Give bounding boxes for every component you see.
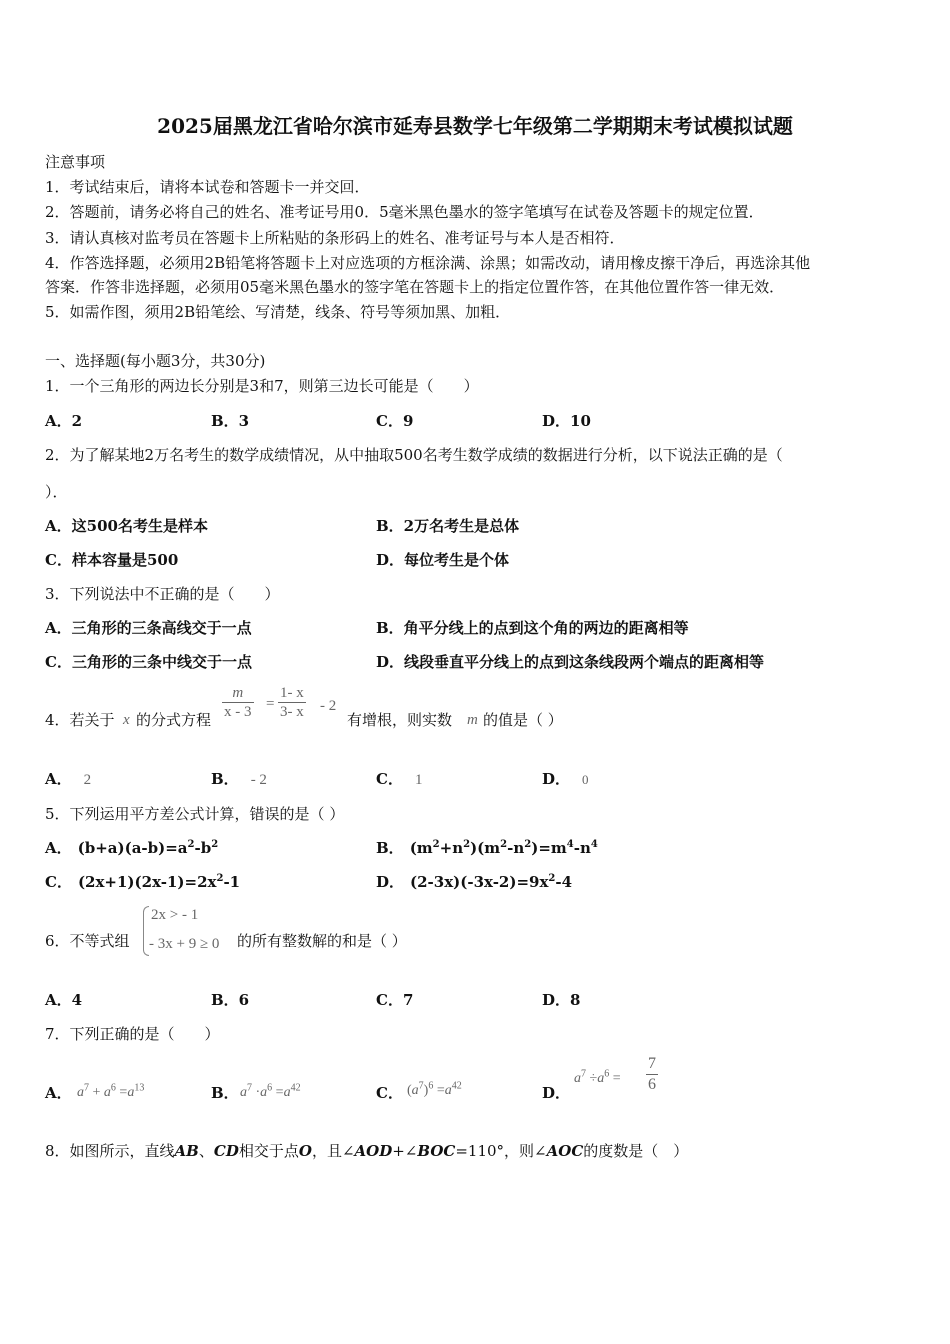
q5-stem: 5．下列运用平方差公式计算，错误的是（ ）	[45, 805, 345, 823]
q4-f1-num: m	[222, 684, 254, 703]
q8-stem: 8．如图所示，直线AB、CD相交于点O，且∠AOD+∠BOC=110°，则∠AOC的度数是（ ）	[45, 1142, 689, 1160]
q1-option-a: A．2	[45, 412, 83, 430]
notice-item-1: 1．考试结束后，请将本试卷和答题卡一并交回．	[45, 178, 370, 196]
q4-var-x: x	[123, 712, 130, 728]
q7-option-b-label: B．	[211, 1084, 239, 1102]
q4-f2-num: 1- x	[280, 685, 304, 701]
q5-option-b: B． $(m^2+n^2)(m^2-n^2)=m^4-n^4$	[376, 839, 598, 857]
q7-option-a-label: A．	[45, 1084, 72, 1102]
q7-option-c-label: C．	[376, 1084, 403, 1102]
q4-mid: 的分式方程	[136, 711, 212, 729]
q4-stem	[45, 710, 115, 730]
q7-option-d-fraction	[646, 1054, 658, 1095]
q3-stem: 3．下列说法中不正确的是（ ）	[45, 585, 280, 603]
q7-d-den: 6	[648, 1076, 656, 1093]
q6-ineq-2: - 3x + 9 ≥ 0	[149, 936, 220, 952]
q4-end: 的值是（ ）	[483, 711, 563, 729]
q7-option-c-expr: $(a^7)^6 =a^{42}$	[407, 1080, 462, 1098]
page-title: 2025届黑龙江省哈尔滨市延寿县数学七年级第二学期期末考试模拟试题	[157, 114, 793, 138]
q4-equals: =	[266, 696, 275, 712]
q6-option-b: B．6	[211, 991, 250, 1009]
q4-option-a: A． 2	[45, 770, 92, 788]
q6-option-d: D．8	[542, 991, 581, 1009]
q4-option-b: B． - 2	[211, 770, 267, 788]
q7-option-a-expr: $a^7 + a^6 =a^{13}$	[77, 1082, 145, 1100]
notice-item-4: 4．作答选择题，必须用2B铅笔将答题卡上对应选项的方框涂满、涂黑；如需改动，请用橡皮擦干净后，再选涂其他	[45, 254, 811, 272]
q1-option-c: C．9	[376, 412, 414, 430]
q2-stem-cont: ）．	[45, 483, 68, 501]
q6-pre: 6．不等式组	[45, 932, 130, 950]
q6-ineq-1: 2x > - 1	[151, 907, 199, 923]
q7-option-b-expr: $a^7 \cdot a^6 =a^{42}$	[240, 1082, 301, 1100]
q4-f2-den: 3- x	[280, 704, 304, 720]
notice-heading: 注意事项	[45, 153, 106, 171]
notice-item-5: 5．如需作图，须用2B铅笔绘、写清楚，线条、符号等须加黑、加粗．	[45, 303, 511, 321]
q5-option-c: C． $(2x+1)(2x-1)=2x^2-1$	[45, 873, 241, 891]
q1-option-d: D．10	[542, 412, 591, 430]
q4-option-c: C． 1	[376, 770, 423, 788]
q4-option-d: D． 0	[542, 770, 589, 788]
q3-option-d: D．线段垂直平分线上的点到这条线段两个端点的距离相等	[376, 653, 765, 671]
q3-option-a: A．三角形的三条高线交于一点	[45, 619, 252, 637]
notice-item-3: 3．请认真核对监考员在答题卡上所粘贴的条形码上的姓名、准考证号与本人是否相符．	[45, 229, 625, 247]
notice-item-2: 2．答题前，请务必将自己的姓名、准考证号用0．5毫米黑色墨水的签字笔填写在试卷及答题卡的规定位置．	[45, 203, 764, 221]
q4-post: 有增根，则实数	[347, 711, 453, 729]
q2-option-a: A．这500名考生是样本	[45, 517, 208, 535]
q2-option-c: C．样本容量是500	[45, 551, 179, 569]
q6-post: 的所有整数解的和是（ ）	[237, 932, 407, 950]
q4-var-m: m	[467, 712, 478, 728]
q6-option-c: C．7	[376, 991, 414, 1009]
q4-fraction-2	[278, 684, 306, 721]
q7-option-d-expr: $a^7 \div a^6$ =	[574, 1068, 621, 1086]
notice-item-4-cont: 答案．作答非选择题，必须用05毫米黑色墨水的签字笔在答题卡上的指定位置作答，在其他位置作答一律无效．	[45, 278, 785, 296]
q5-option-a: A． $(b+a)(a-b)=a^2-b^2$	[45, 839, 219, 857]
q4-f1-den: x - 3	[224, 704, 252, 720]
q5-option-d: D． $(2-3x)(-3x-2)=9x^2-4$	[376, 873, 573, 891]
q4-fraction-1	[222, 684, 254, 721]
q2-option-d: D．每位考生是个体	[376, 551, 510, 569]
q3-option-c: C．三角形的三条中线交于一点	[45, 653, 252, 671]
q6-option-a: A．4	[45, 991, 83, 1009]
q4-minus-2: - 2	[320, 698, 337, 714]
q3-option-b: B．角平分线上的点到这个角的两边的距离相等	[376, 619, 689, 637]
section-heading: 一、选择题(每小题3分，共30分)	[45, 352, 266, 370]
q7-stem: 7．下列正确的是（ ）	[45, 1025, 220, 1043]
q1-stem: 1．一个三角形的两边长分别是3和7，则第三边长可能是（ ）	[45, 377, 479, 395]
q7-option-d-label: D．	[542, 1084, 571, 1102]
q7-d-num: 7	[646, 1054, 658, 1075]
q1-option-b: B．3	[211, 412, 250, 430]
q4-pre: 4．若关于	[45, 711, 115, 729]
q2-stem: 2．为了解某地2万名考生的数学成绩情况，从中抽取500名考生数学成绩的数据进行分析，以下说法正确的是（	[45, 446, 783, 464]
q2-option-b: B．2万名考生是总体	[376, 517, 520, 535]
